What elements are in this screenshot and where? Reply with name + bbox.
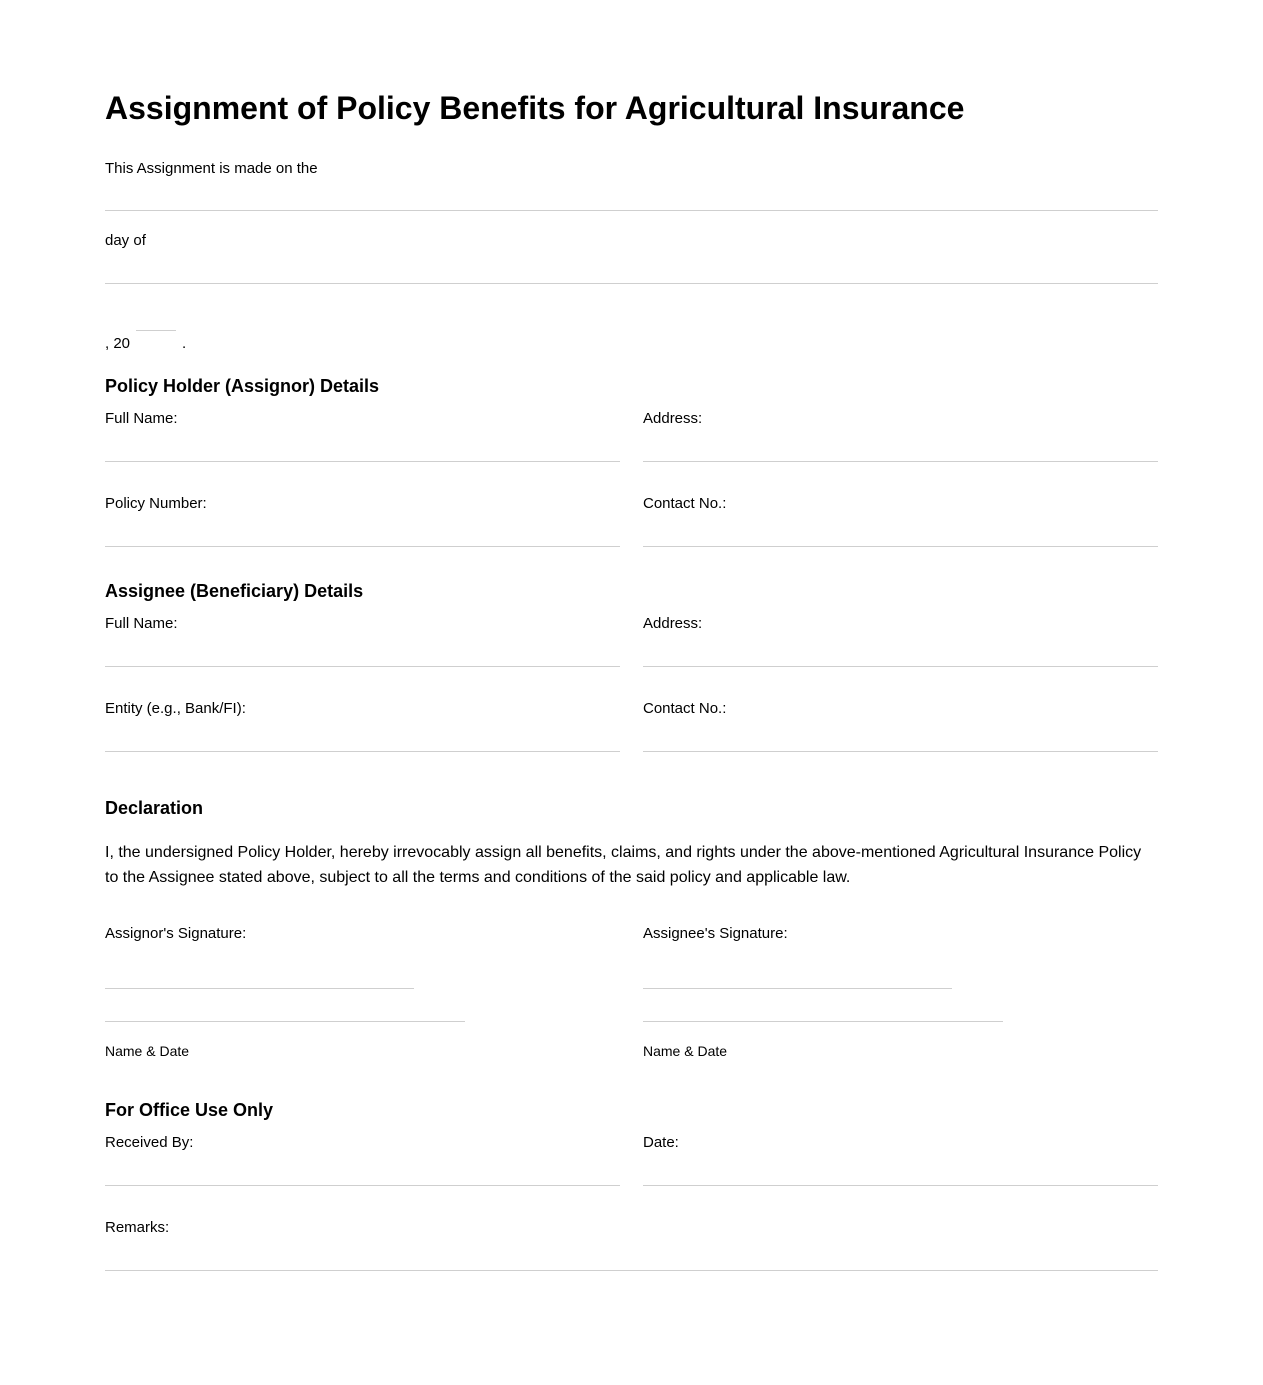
day-of-label: day of (105, 232, 146, 249)
assignee-name-date-label: Name & Date (643, 1043, 728, 1059)
assignor-address-label: Address: (643, 410, 703, 427)
policy-number-label: Policy Number: (105, 495, 207, 512)
assignee-contact-field[interactable] (643, 751, 1158, 752)
office-date-label: Date: (643, 1134, 679, 1151)
document-title: Assignment of Policy Benefits for Agricultural Insurance (105, 90, 965, 126)
assignee-signature-label: Assignee's Signature: (643, 925, 788, 942)
assignor-address-field[interactable] (643, 461, 1158, 462)
assignor-signature-field[interactable] (105, 988, 414, 989)
assignor-name-date-label: Name & Date (105, 1043, 190, 1059)
assignee-name-date-field[interactable] (643, 1021, 1003, 1022)
office-date-field[interactable] (643, 1185, 1158, 1186)
assignee-signature-field[interactable] (643, 988, 952, 989)
date-day-field[interactable] (105, 210, 1158, 211)
policy-holder-heading: Policy Holder (Assignor) Details (105, 376, 380, 396)
assignee-address-label: Address: (643, 615, 703, 632)
assignee-address-field[interactable] (643, 666, 1158, 667)
declaration-heading: Declaration (105, 798, 204, 818)
remarks-label: Remarks: (105, 1219, 170, 1236)
received-by-field[interactable] (105, 1185, 620, 1186)
assignee-heading: Assignee (Beneficiary) Details (105, 581, 364, 601)
year-prefix-label: , 20 (105, 335, 131, 352)
assignor-contact-label: Contact No.: (643, 495, 727, 512)
assignor-contact-field[interactable] (643, 546, 1158, 547)
office-use-heading: For Office Use Only (105, 1100, 274, 1120)
document-page (105, 0, 1158, 1385)
assignor-full-name-field[interactable] (105, 461, 620, 462)
remarks-field[interactable] (105, 1270, 1158, 1271)
assignee-full-name-label: Full Name: (105, 615, 178, 632)
assignee-full-name-field[interactable] (105, 666, 620, 667)
assignor-full-name-label: Full Name: (105, 410, 178, 427)
entity-field[interactable] (105, 751, 620, 752)
assignee-contact-label: Contact No.: (643, 700, 727, 717)
year-field[interactable] (136, 330, 176, 331)
year-suffix-label: . (182, 335, 187, 352)
policy-number-field[interactable] (105, 546, 620, 547)
entity-label: Entity (e.g., Bank/FI): (105, 700, 246, 717)
made-on-label: This Assignment is made on the (105, 160, 318, 177)
assignor-signature-label: Assignor's Signature: (105, 925, 247, 942)
assignor-name-date-field[interactable] (105, 1021, 465, 1022)
month-field[interactable] (105, 283, 1158, 284)
declaration-text: I, the undersigned Policy Holder, hereby irrevocably assign all benefits, claims, and rights under the above-mentioned Agricultural Insurance Policy to the Assignee stated above, subject to all the terms and conditions of the said policy and applicable law. (105, 844, 1142, 886)
received-by-label: Received By: (105, 1134, 194, 1151)
